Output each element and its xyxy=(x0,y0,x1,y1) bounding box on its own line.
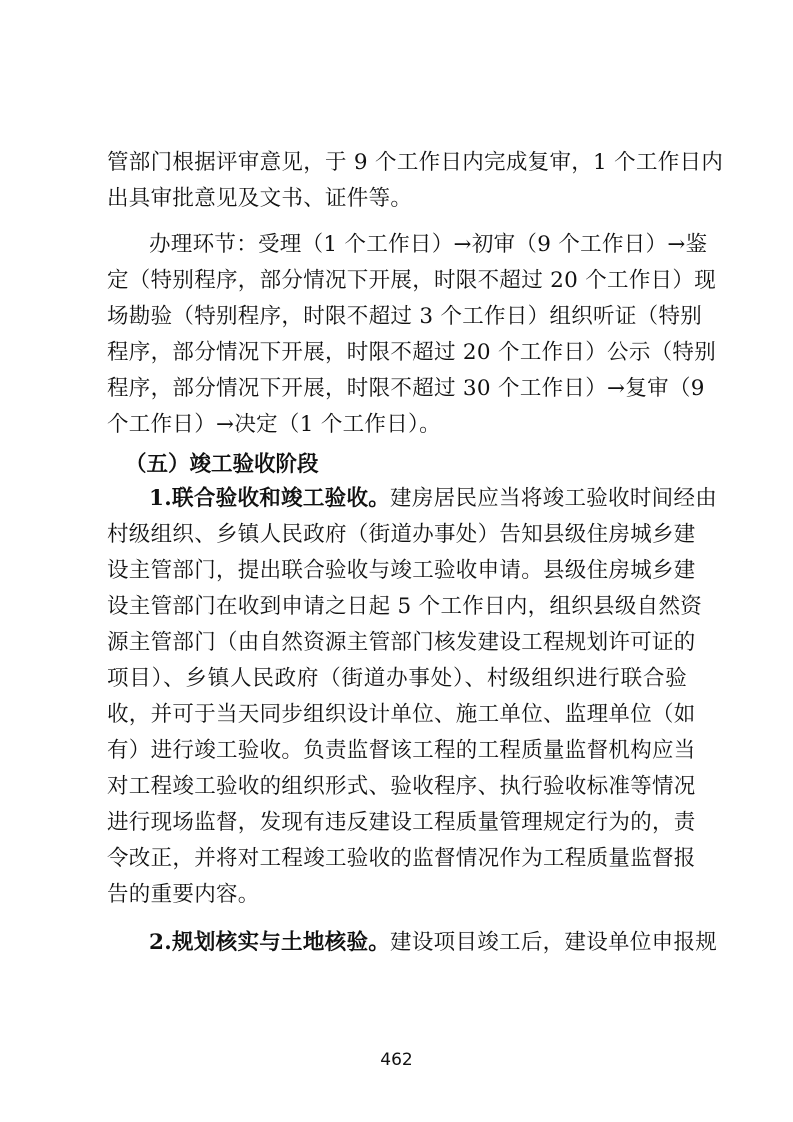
paragraph-3-line-6: 项目）、乡镇人民政府（街道办事处）、村级组织进行联合验 xyxy=(107,666,687,691)
paragraph-3-line-10: 进行现场监督，发现有违反建设工程质量管理规定行为的，责 xyxy=(107,810,696,835)
paragraph-2-line-4: 程序，部分情况下开展，时限不超过 20 个工作日）公示（特别 xyxy=(107,340,717,365)
paragraph-3-line-12: 告的重要内容。 xyxy=(107,882,260,907)
paragraph-3-line-9: 对工程竣工验收的组织形式、验收程序、执行验收标准等情况 xyxy=(107,774,696,799)
paragraph-3-line-1-rest: 建房居民应当将竣工验收时间经由 xyxy=(390,486,718,511)
paragraph-4-line-1-rest: 建设项目竣工后，建设单位申报规 xyxy=(390,930,718,955)
paragraph-3-line-4: 设主管部门在收到申请之日起 5 个工作日内，组织县级自然资 xyxy=(107,594,703,619)
paragraph-3-line-11: 令改正，并将对工程竣工验收的监督情况作为工程质量监督报 xyxy=(107,846,696,871)
section-heading: （五）竣工验收阶段 xyxy=(125,452,319,477)
page-number: 462 xyxy=(380,1050,413,1070)
paragraph-4-line-1 xyxy=(149,925,718,961)
paragraph-3-line-2: 村级组织、乡镇人民政府（街道办事处）告知县级住房城乡建 xyxy=(107,522,696,547)
paragraph-3-line-3: 设主管部门，提出联合验收与竣工验收申请。县级住房城乡建 xyxy=(107,558,696,583)
paragraph-2-line-6: 个工作日）→决定（1 个工作日）。 xyxy=(107,412,441,437)
paragraph-2-line-2: 定（特别程序，部分情况下开展，时限不超过 20 个工作日）现 xyxy=(107,268,717,293)
paragraph-4-bold-lead: 2.规划核实与土地核验。 xyxy=(149,930,391,955)
paragraph-3-line-7: 收，并可于当天同步组织设计单位、施工单位、监理单位（如 xyxy=(107,702,696,727)
paragraph-3-line-1 xyxy=(149,481,718,517)
paragraph-3-line-5: 源主管部门（由自然资源主管部门核发建设工程规划许可证的 xyxy=(107,630,696,655)
paragraph-1-line-2: 出具审批意见及文书、证件等。 xyxy=(107,186,413,211)
paragraph-3-line-8: 有）进行竣工验收。负责监督该工程的工程质量监督机构应当 xyxy=(107,738,696,763)
paragraph-2-line-1: 办理环节：受理（1 个工作日）→初审（9 个工作日）→鉴 xyxy=(149,232,708,257)
paragraph-2-line-5: 程序，部分情况下开展，时限不超过 30 个工作日）→复审（9 xyxy=(107,376,705,401)
paragraph-1-line-1: 管部门根据评审意见，于 9 个工作日内完成复审，1 个工作日内 xyxy=(107,150,724,175)
paragraph-2-line-3: 场勘验（特别程序，时限不超过 3 个工作日）组织听证（特别 xyxy=(107,304,703,329)
paragraph-3-bold-lead: 1.联合验收和竣工验收。 xyxy=(149,486,391,511)
